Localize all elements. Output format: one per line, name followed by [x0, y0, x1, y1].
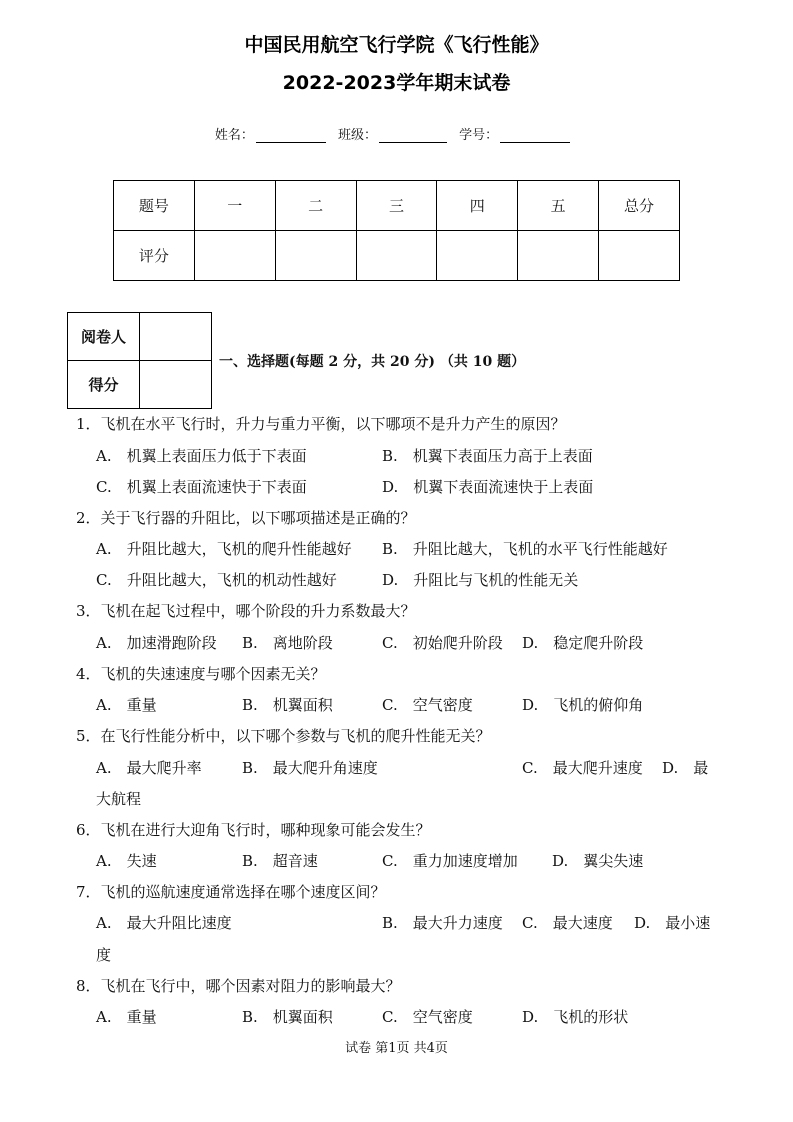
question-stem: 8．飞机在飞行中，哪个因素对阻力的影响最大？ — [76, 977, 401, 995]
score-cell-question-number: 题号 — [114, 181, 195, 231]
score-cell-part-1: 一 — [194, 181, 275, 231]
question-stem: 2．关于飞行器的升阻比，以下哪项描述是正确的？ — [76, 509, 416, 527]
student-info-line — [0, 124, 793, 143]
score-table-header-row — [114, 181, 680, 231]
score-cell-part-3: 三 — [356, 181, 437, 231]
option[interactable]: A. 升阻比越大，飞机的爬升性能越好 — [96, 540, 352, 558]
student-id-blank[interactable] — [500, 128, 570, 143]
option[interactable]: C. 升阻比越大，飞机的机动性越好 — [96, 571, 337, 589]
option-row — [0, 913, 793, 933]
option-row — [0, 446, 793, 466]
score-label: 得分 — [68, 361, 140, 409]
option[interactable]: B. 最大升力速度 — [382, 914, 503, 932]
option-row — [0, 539, 793, 559]
option[interactable]: C. 初始爬升阶段 — [382, 634, 503, 652]
option[interactable]: A. 重量 — [96, 1008, 157, 1026]
score-row-label: 评分 — [114, 231, 195, 281]
option[interactable]: A. 机翼上表面压力低于下表面 — [96, 447, 307, 465]
name-blank[interactable] — [256, 128, 326, 143]
class-blank[interactable] — [379, 128, 447, 143]
option-row — [0, 570, 793, 590]
question-stem: 5．在飞行性能分析中，以下哪个参数与飞机的爬升性能无关？ — [76, 727, 491, 745]
score-input-cell[interactable] — [599, 231, 680, 281]
score-cell-part-4: 四 — [437, 181, 518, 231]
reviewer-label: 阅卷人 — [68, 313, 140, 361]
option[interactable]: D. 飞机的形状 — [522, 1008, 629, 1026]
option[interactable]: A. 失速 — [96, 852, 157, 870]
option[interactable]: A. 最大升阻比速度 — [96, 914, 232, 932]
score-input-cell[interactable] — [275, 231, 356, 281]
reviewer-input-cell[interactable] — [140, 313, 212, 361]
option-row — [0, 851, 793, 871]
score-input-cell[interactable] — [437, 231, 518, 281]
name-label: 姓名： — [214, 128, 254, 143]
option[interactable]: D. 升阻比与飞机的性能无关 — [382, 571, 579, 589]
section-title: 一、选择题(每题 2 分，共 20 分) （共 10 题） — [219, 354, 526, 370]
option-continuation: 大航程 — [96, 790, 142, 808]
option[interactable]: B. 升阻比越大，飞机的水平飞行性能越好 — [382, 540, 668, 558]
option-row — [0, 633, 793, 653]
option[interactable]: C. 最大爬升速度 — [522, 759, 643, 777]
option[interactable]: B. 机翼面积 — [242, 1008, 333, 1026]
option[interactable]: C. 空气密度 — [382, 1008, 473, 1026]
page-footer: 试卷 第1页 共4页 — [345, 1041, 448, 1056]
grader-box — [67, 312, 212, 409]
score-input-cell[interactable] — [194, 231, 275, 281]
score-input-cell[interactable] — [518, 231, 599, 281]
score-cell-part-2: 二 — [275, 181, 356, 231]
score-cell-total: 总分 — [599, 181, 680, 231]
question-stem: 1．飞机在水平飞行时，升力与重力平衡，以下哪项不是升力产生的原因？ — [76, 415, 566, 433]
option[interactable]: D. 翼尖失速 — [552, 852, 644, 870]
student-id-label: 学号： — [459, 128, 499, 143]
option-row — [0, 477, 793, 497]
option-row — [0, 758, 793, 778]
score-table-score-row — [114, 231, 680, 281]
question-stem: 4．飞机的失速速度与哪个因素无关？ — [76, 665, 326, 683]
option[interactable]: B. 机翼下表面压力高于上表面 — [382, 447, 593, 465]
option[interactable]: C. 重力加速度增加 — [382, 852, 518, 870]
option[interactable]: B. 机翼面积 — [242, 696, 333, 714]
option[interactable]: A. 最大爬升率 — [96, 759, 202, 777]
exam-subtitle: 2022-2023学年期末试卷 — [282, 72, 511, 94]
option[interactable]: B. 离地阶段 — [242, 634, 333, 652]
option[interactable]: C. 空气密度 — [382, 696, 473, 714]
option[interactable]: C. 机翼上表面流速快于下表面 — [96, 478, 307, 496]
exam-title: 中国民用航空飞行学院《飞行性能》 — [244, 34, 549, 56]
option[interactable]: D. 稳定爬升阶段 — [522, 634, 644, 652]
option-row — [0, 695, 793, 715]
option[interactable]: B. 超音速 — [242, 852, 318, 870]
option[interactable]: D. 最小速 — [634, 914, 711, 932]
score-cell-part-5: 五 — [518, 181, 599, 231]
question-stem: 7．飞机的巡航速度通常选择在哪个速度区间？ — [76, 883, 386, 901]
option[interactable]: D. 机翼下表面流速快于上表面 — [382, 478, 594, 496]
class-label: 班级： — [337, 128, 377, 143]
option-row — [0, 1007, 793, 1027]
option[interactable]: C. 最大速度 — [522, 914, 613, 932]
score-input-cell[interactable] — [356, 231, 437, 281]
option[interactable]: D. 飞机的俯仰角 — [522, 696, 644, 714]
option[interactable]: A. 加速滑跑阶段 — [96, 634, 217, 652]
option-continuation: 度 — [96, 946, 112, 964]
option[interactable]: D. 最 — [662, 759, 709, 777]
option[interactable]: A. 重量 — [96, 696, 157, 714]
option[interactable]: B. 最大爬升角速度 — [242, 759, 378, 777]
question-stem: 3．飞机在起飞过程中，哪个阶段的升力系数最大？ — [76, 602, 416, 620]
score-input-cell[interactable] — [140, 361, 212, 409]
score-table — [113, 180, 680, 281]
question-stem: 6．飞机在进行大迎角飞行时，哪种现象可能会发生？ — [76, 821, 431, 839]
